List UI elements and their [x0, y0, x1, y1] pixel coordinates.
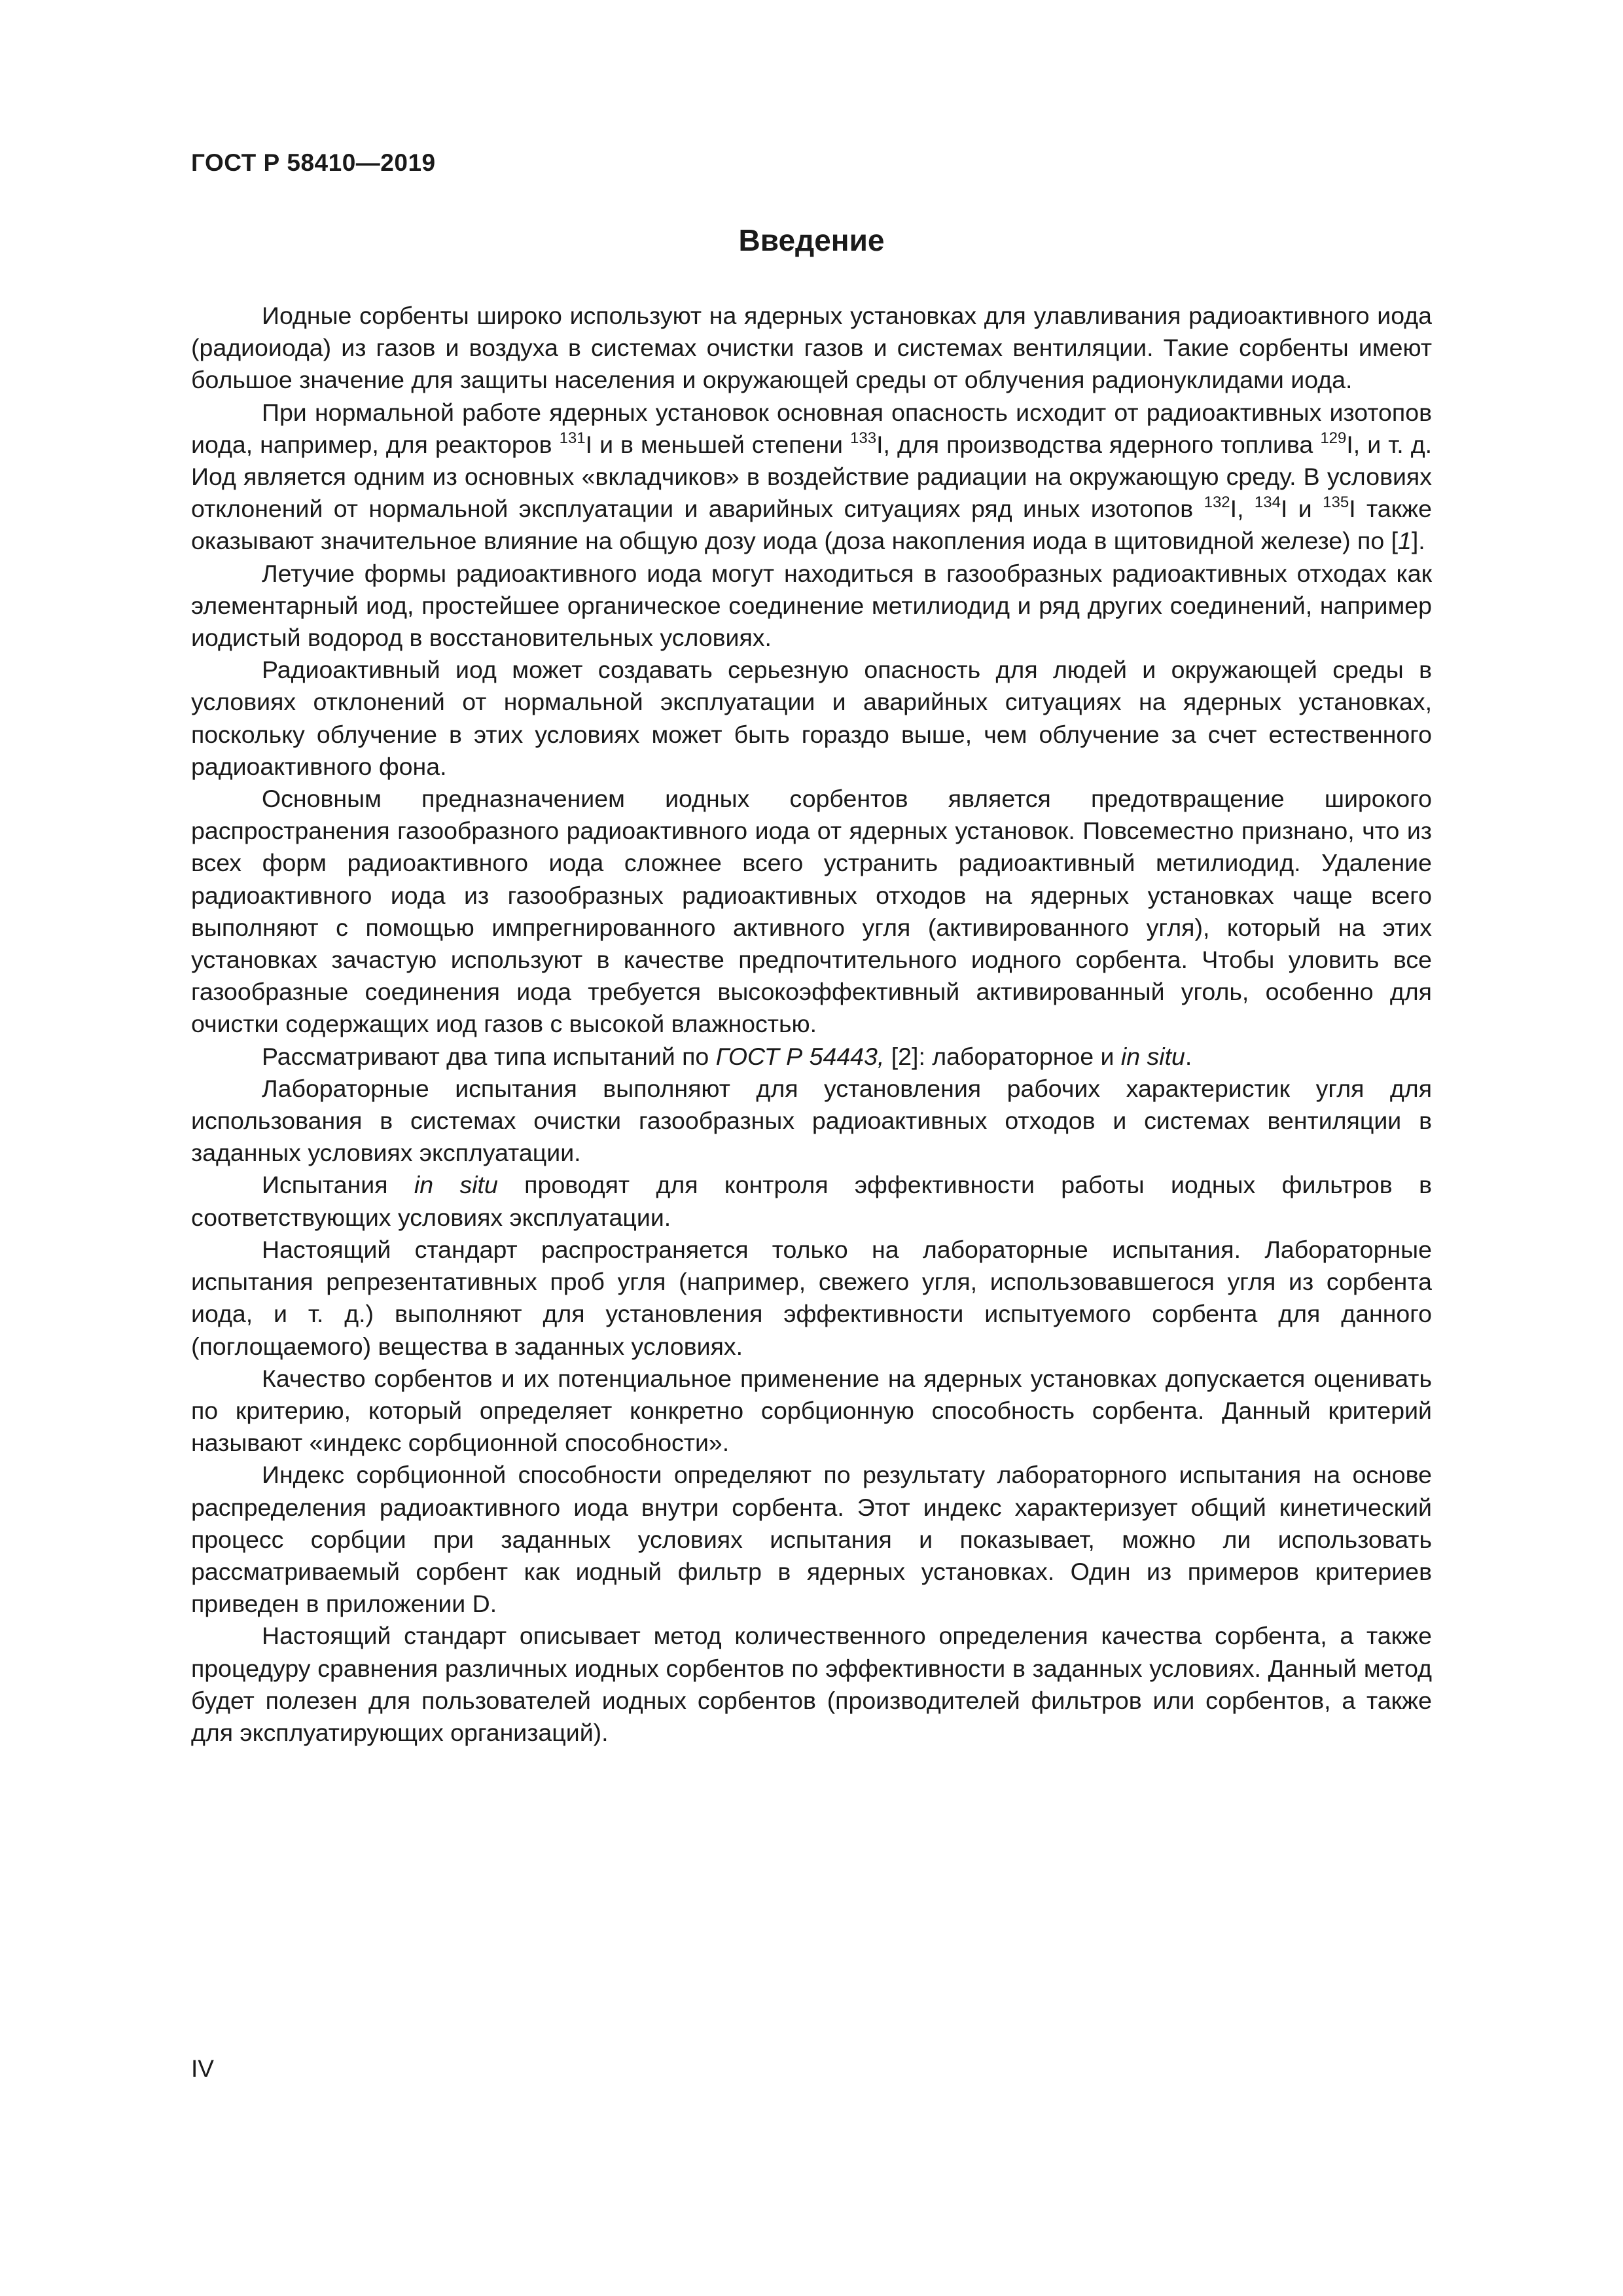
reference-link: 1	[1398, 527, 1412, 555]
section-title: Введение	[738, 223, 885, 257]
paragraph: Лабораторные испытания выполняют для установления рабочих характеристик угля для использования в системах очистки газообразных радиоактивных отходов и системах вентиляции в заданных условиях эксплуатации.	[191, 1074, 1432, 1167]
standard-reference: ГОСТ Р 54443,	[715, 1042, 885, 1070]
body-text	[191, 300, 1432, 1749]
paragraph: Рассматривают два типа испытаний по ГОСТ Р 54443, [2]: лабораторное и in situ.	[262, 1042, 1192, 1070]
paragraph: Настоящий стандарт описывает метод количественного определения качества сорбента, а также процедуру сравнения различных иодных сорбентов по эффективности в заданных условиях. Данный метод будет полезен для пользователей иодных сорбентов (производителей фильтров или сорбентов, а также для эксплуатирующих организаций).	[191, 1622, 1432, 1746]
paragraph: Испытания in situ проводят для контроля эффективности работы иодных фильтров в соответствующих условиях эксплуатации.	[191, 1171, 1432, 1231]
page-number: IV	[191, 2055, 214, 2082]
paragraph: При нормальной работе ядерных установок основная опасность исходит от радиоактивных изотопов иода, например, для реакторов $^{131}$I и в меньшей степени $^{133}$I, для производства ядерного топлива $^{129}$I, и т. д. Иод является одним из основных «вкладчиков» в воздействие радиации на окружающую среду. В условиях отклонений от нормальной эксплуатации и аварийных ситуациях ряд иных изотопов $^{132}$I, $^{134}$I и $^{135}$I также оказывают значительное влияние на общую дозу иода (доза накопления иода в щитовидной железе) по [1].	[191, 398, 1432, 555]
paragraph: Качество сорбентов и их потенциальное применение на ядерных установках допускается оценивать по критерию, который определяет конкретно сорбционную способность сорбента. Данный критерий называют «индекс сорбционной способности».	[191, 1364, 1432, 1457]
paragraph: Иодные сорбенты широко используют на ядерных установках для улавливания радиоактивного иода (радиоиода) из газов и воздуха в системах очистки газов и системах вентиляции. Такие сорбенты имеют большое значение для защиты населения и окружающей среды от облучения радионуклидами иода.	[191, 302, 1432, 394]
paragraph: Летучие формы радиоактивного иода могут находиться в газообразных радиоактивных отходах как элементарный иод, простейшее органическое соединение метилиодид и ряд других соединений, например иодистый водород в восстановительных условиях.	[191, 559, 1432, 652]
document-code: ГОСТ Р 58410—2019	[191, 149, 436, 176]
paragraph: Настоящий стандарт распространяется только на лабораторные испытания. Лабораторные испытания репрезентативных проб угля (например, свежего угля, использовавшегося угля из сорбента иода, и т. д.) выполняют для установления эффективности испытуемого сорбента для данного (поглощаемого) вещества в заданных условиях.	[191, 1235, 1432, 1360]
paragraph: Основным предназначением иодных сорбентов является предотвращение широкого распространения газообразного радиоактивного иода от ядерных установок. Повсеместно признано, что из всех форм радиоактивного иода сложнее всего устранить радиоактивный метилиодид. Удаление радиоактивного иода из газообразных радиоактивных отходов на ядерных установках чаще всего выполняют с помощью импрегнированного активного угля (активированного угля), который на этих установках зачастую используют в качестве предпочтительного иодного сорбента. Чтобы уловить все газообразные соединения иода требуется высокоэффективный активированный уголь, особенно для очистки содержащих иод газов с высокой влажностью.	[191, 785, 1432, 1038]
paragraph: Радиоактивный иод может создавать серьезную опасность для людей и окружающей среды в условиях отклонений от нормальной эксплуатации и аварийных ситуациях на ядерных установках, поскольку облучение в этих условиях может быть гораздо выше, чем облучение за счет естественного радиоактивного фона.	[191, 656, 1432, 780]
paragraph: Индекс сорбционной способности определяют по результату лабораторного испытания на основе распределения радиоактивного иода внутри сорбента. Этот индекс характеризует общий кинетический процесс сорбции при заданных условиях испытания и показывает, можно ли использовать рассматриваемый сорбент как иодный фильтр в ядерных установках. Один из примеров критериев приведен в приложении D.	[191, 1461, 1432, 1618]
